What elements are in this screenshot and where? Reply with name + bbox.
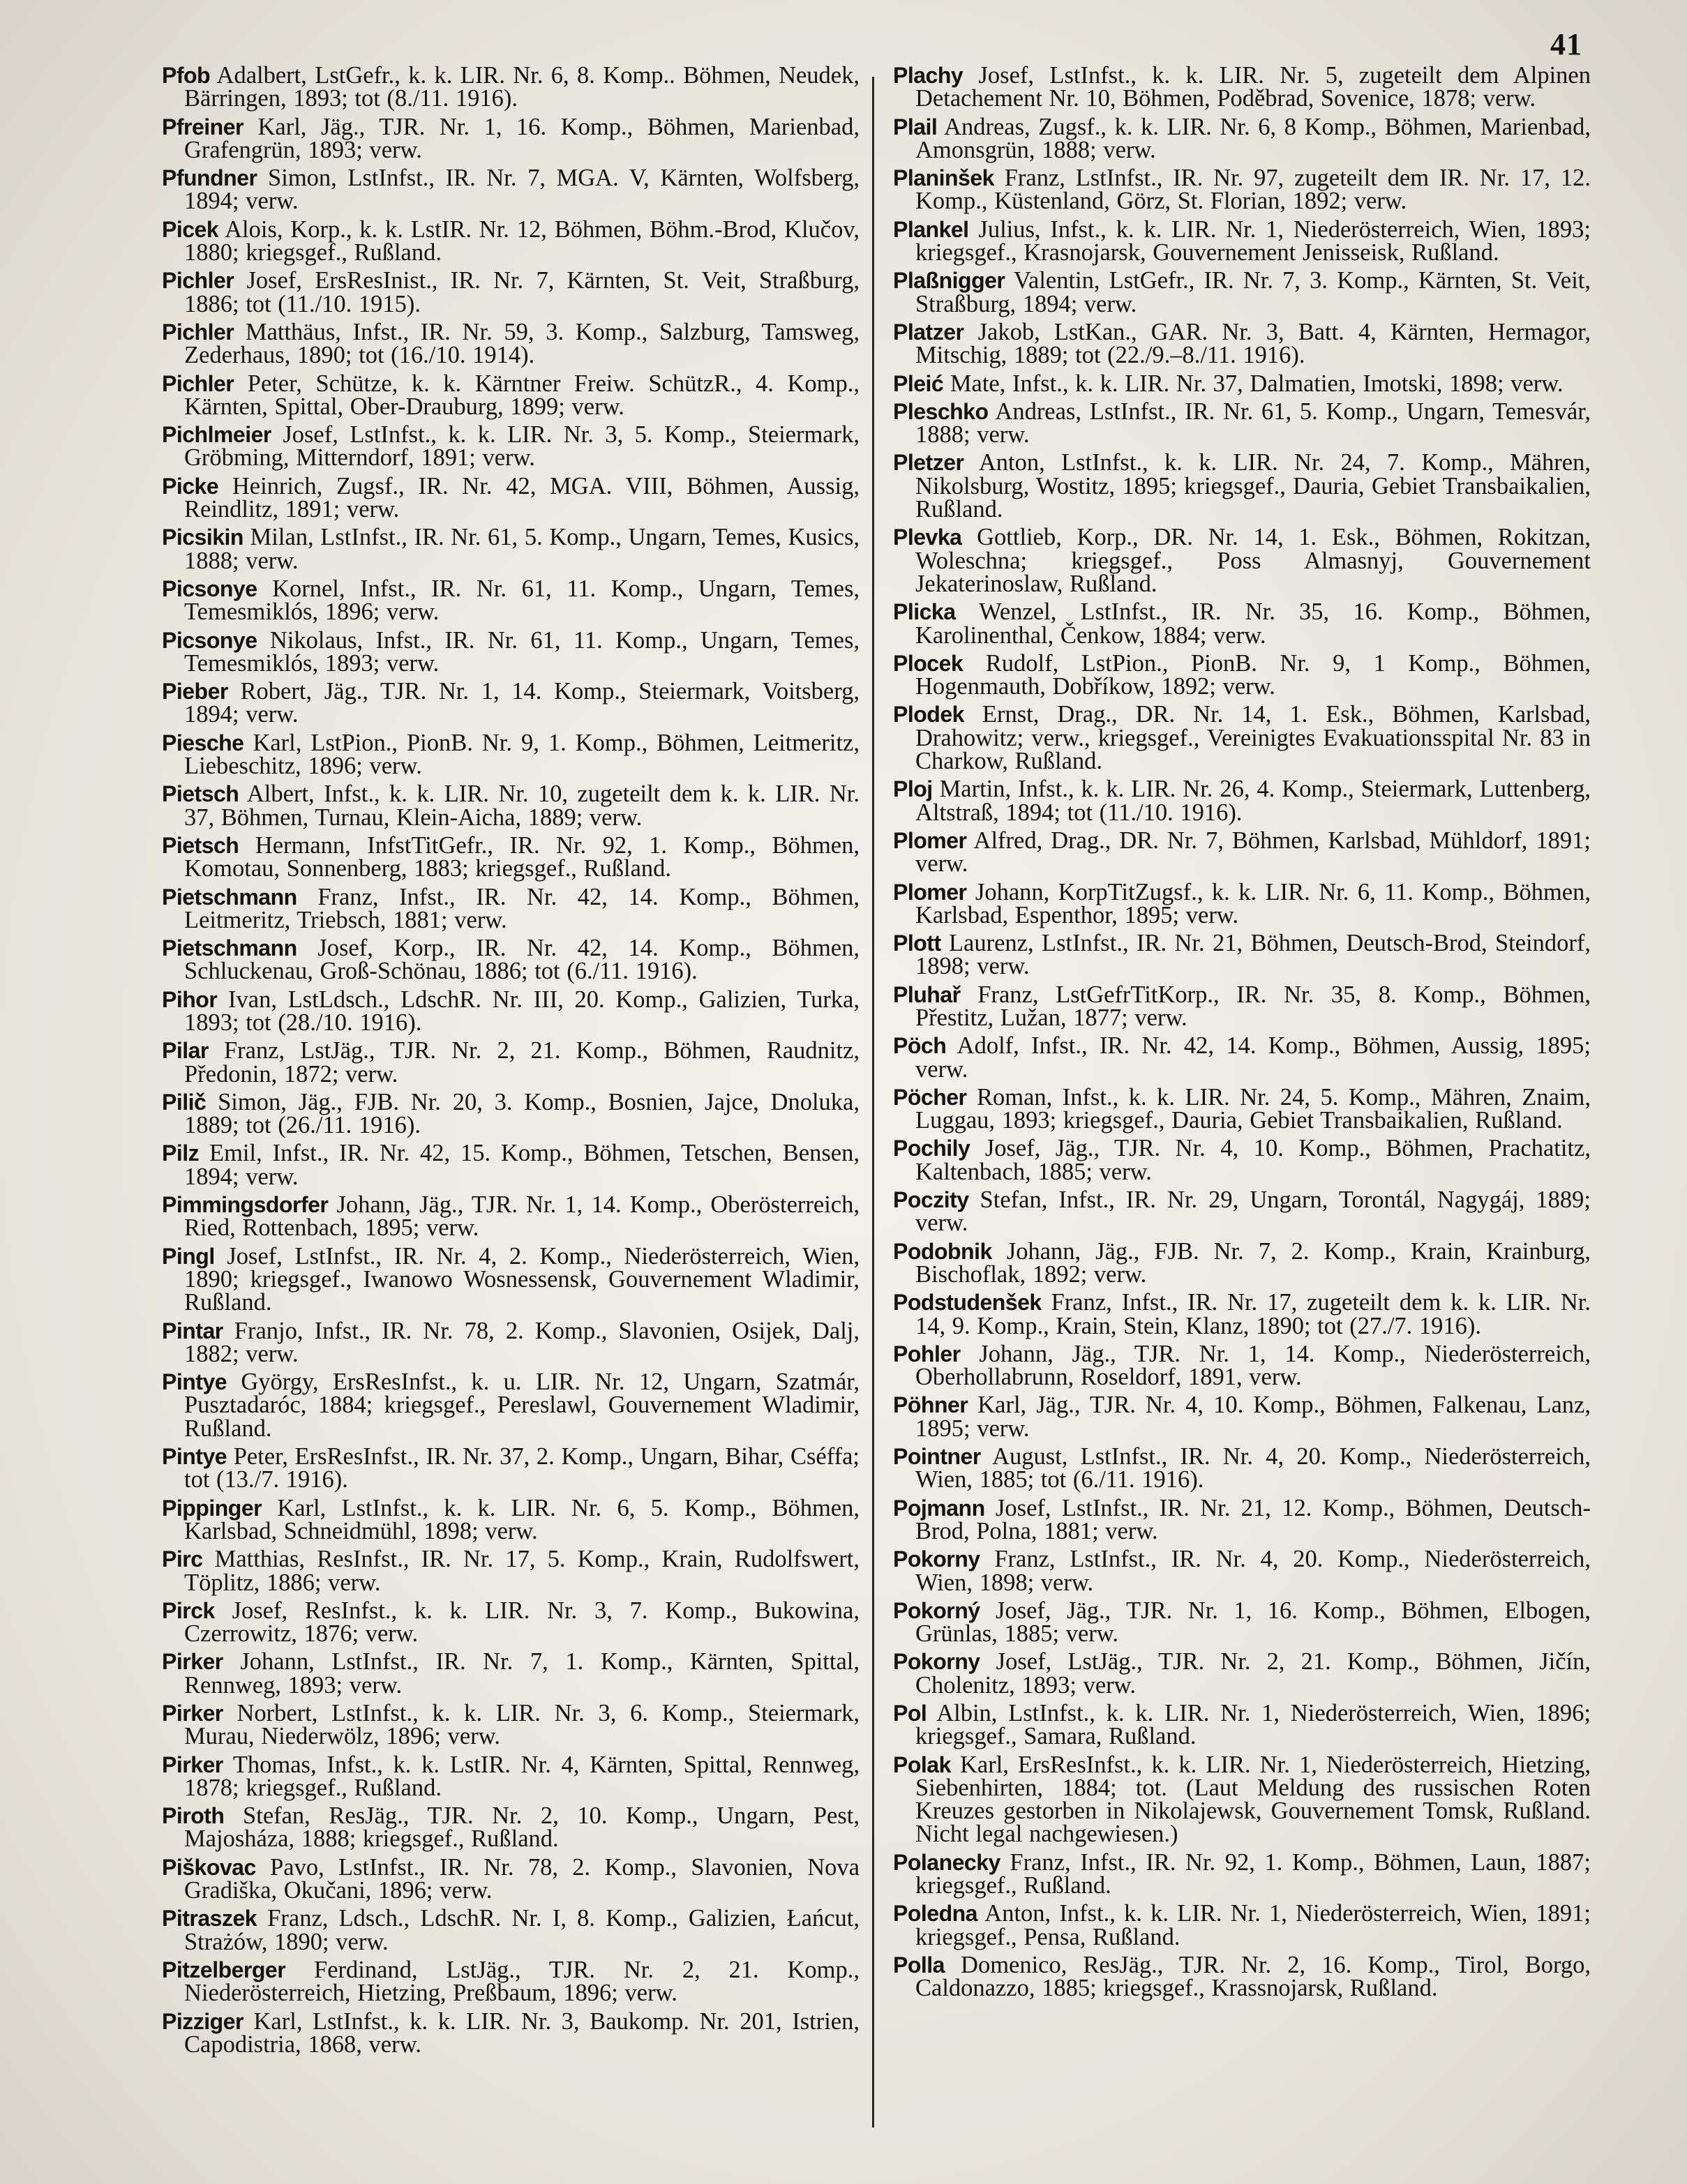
entry-surname: Pitraszek bbox=[162, 1906, 257, 1931]
entry-details: Ferdinand, LstJäg., TJR. Nr. 2, 21. Komp., Niederösterreich, Hietzing, Preßbaum, 1896; verw. bbox=[184, 1956, 860, 2007]
list-entry bbox=[893, 1394, 1591, 1440]
entry-details: Simon, LstInfst., IR. Nr. 7, MGA. V, Kärnten, Wolfsberg, 1894; verw. bbox=[184, 165, 860, 215]
entry-surname: Pfundner bbox=[162, 165, 257, 191]
entry-surname: Plocek bbox=[893, 650, 964, 676]
entry-surname: Plodek bbox=[893, 702, 964, 728]
entry-details: Ernst, Drag., DR. Nr. 14, 1. Esk., Böhmen, Karlsbad, Drahowitz; verw., kriegsgef., Vereinigtes Evakuationsspital Nr. 83 in Charkow, Rußland. bbox=[915, 701, 1591, 775]
entry-details: Karl, Jäg., TJR. Nr. 1, 16. Komp., Böhmen, Marienbad, Grafengrün, 1893; verw. bbox=[184, 113, 860, 163]
list-entry bbox=[893, 878, 1591, 928]
entry-details: Laurenz, LstInfst., IR. Nr. 21, Böhmen, Deutsch-Brod, Steindorf, 1898; verw. bbox=[915, 930, 1591, 980]
list-entry bbox=[162, 680, 860, 727]
entry-surname: Picsonye bbox=[162, 627, 257, 653]
list-entry bbox=[893, 1189, 1591, 1235]
entry-details: Rudolf, LstPion., PionB. Nr. 9, 1 Komp., Böhmen, Hogenmauth, Dobříkow, 1892; verw. bbox=[915, 649, 1591, 700]
entry-details: Karl, LstInfst., k. k. LIR. Nr. 6, 5. Komp., Böhmen, Karlsbad, Schneidmühl, 1898; verw. bbox=[184, 1494, 860, 1544]
list-entry bbox=[162, 1956, 860, 2007]
entry-details: Andreas, LstInfst., IR. Nr. 61, 5. Komp., Ungarn, Temesvár, 1888; verw. bbox=[915, 398, 1591, 449]
right-column bbox=[893, 64, 1591, 2005]
entry-surname: Pilič bbox=[162, 1089, 207, 1115]
list-entry bbox=[162, 1650, 860, 1697]
list-entry bbox=[162, 2010, 860, 2057]
entry-details: Johann, Jäg., FJB. Nr. 7, 2. Komp., Krain, Krainburg, Bischoflak, 1892; verw. bbox=[915, 1237, 1591, 1288]
entry-surname: Pintye bbox=[162, 1444, 227, 1470]
entry-details: Franz, LstJäg., TJR. Nr. 2, 21. Komp., Böhmen, Raudnitz, Předonin, 1872; verw. bbox=[184, 1037, 860, 1087]
list-entry bbox=[893, 1445, 1591, 1492]
entry-details: Albin, LstInfst., k. k. LIR. Nr. 1, Niederösterreich, Wien, 1896; kriegsgef., Samara, Rußland. bbox=[915, 1700, 1591, 1750]
entry-details: Karl, LstPion., PionB. Nr. 9, 1. Komp., Böhmen, Leitmeritz, Liebeschitz, 1896; verw. bbox=[184, 729, 860, 780]
list-entry bbox=[893, 372, 1591, 396]
list-entry bbox=[893, 778, 1591, 824]
page-number: 41 bbox=[1550, 27, 1582, 61]
entry-surname: Poczity bbox=[893, 1187, 969, 1213]
entry-details: Anton, LstInfst., k. k. LIR. Nr. 24, 7. Komp., Mähren, Nikolsburg, Wostitz, 1895; kriegsgef., Dauria, Gebiet Transbaikalien, Rußland. bbox=[915, 449, 1591, 523]
entry-details: Johann, Jäg., TJR. Nr. 1, 14. Komp., Oberösterreich, Ried, Rottenbach, 1895; verw. bbox=[184, 1191, 860, 1242]
list-entry bbox=[162, 218, 860, 265]
list-entry bbox=[162, 423, 860, 470]
entry-surname: Pfob bbox=[162, 63, 211, 88]
entry-details: Josef, Korp., IR. Nr. 42, 14. Komp., Böhmen, Schluckenau, Groß-Schönau, 1886; tot (6./11. 1916). bbox=[184, 935, 860, 985]
entry-surname: Pletzer bbox=[893, 450, 964, 476]
list-entry bbox=[893, 1599, 1591, 1646]
list-entry bbox=[162, 1039, 860, 1086]
entry-details: Nikolaus, Infst., IR. Nr. 61, 11. Komp., Ungarn, Temes, Temesmiklós, 1893; verw. bbox=[184, 626, 860, 677]
entry-surname: Pleschko bbox=[893, 398, 989, 424]
entry-surname: Pokorný bbox=[893, 1597, 980, 1623]
list-entry bbox=[162, 575, 860, 626]
list-entry bbox=[893, 1902, 1591, 1949]
entry-details: Martin, Infst., k. k. LIR. Nr. 26, 4. Komp., Steiermark, Luttenberg, Altstraß, 1894; tot (11./10. 1916). bbox=[915, 776, 1591, 826]
entry-surname: Pimmingsdorfer bbox=[162, 1192, 329, 1218]
entry-details: Matthäus, Infst., IR. Nr. 59, 3. Komp., Salzburg, Tamsweg, Zederhaus, 1890; tot (16./10. 1914). bbox=[184, 318, 860, 369]
entry-details: Josef, LstJäg., TJR. Nr. 2, 21. Komp., Böhmen, Jičín, Cholenitz, 1893; verw. bbox=[915, 1648, 1591, 1699]
entry-surname: Pippinger bbox=[162, 1495, 262, 1521]
list-entry bbox=[162, 1088, 860, 1139]
entry-details: Alfred, Drag., DR. Nr. 7, Böhmen, Karlsbad, Mühldorf, 1891; verw. bbox=[915, 827, 1591, 878]
list-entry bbox=[162, 1193, 860, 1240]
list-entry bbox=[893, 1951, 1591, 2002]
entry-details: Jakob, LstKan., GAR. Nr. 3, Batt. 4, Kärnten, Hermagor, Mitschig, 1889; tot (22./9.–8./11. 1916). bbox=[915, 318, 1591, 369]
entry-surname: Ploj bbox=[893, 776, 933, 802]
entry-surname: Plomer bbox=[893, 879, 967, 905]
entry-details: Emil, Infst., IR. Nr. 42, 15. Komp., Böhmen, Tetschen, Bensen, 1894; verw. bbox=[184, 1140, 860, 1190]
list-entry bbox=[162, 318, 860, 369]
list-entry bbox=[893, 703, 1591, 773]
entry-surname: Pichler bbox=[162, 370, 234, 396]
list-entry bbox=[162, 988, 860, 1035]
list-entry bbox=[893, 1494, 1591, 1544]
list-entry bbox=[162, 1802, 860, 1853]
entry-surname: Polak bbox=[893, 1752, 951, 1777]
list-entry bbox=[162, 1371, 860, 1440]
entry-details: Josef, LstInfst., k. k. LIR. Nr. 3, 5. Komp., Steiermark, Gröbming, Mitterndorf, 1891; verw. bbox=[184, 421, 860, 472]
entry-details: Josef, LstInfst., IR. Nr. 4, 2. Komp., Niederösterreich, Wien, 1890; kriegsgef., Iwanowo Wosnessensk, Gouvernement Wladimir, Rußland. bbox=[184, 1242, 860, 1316]
entry-surname: Podstudenšek bbox=[893, 1290, 1042, 1316]
list-entry bbox=[893, 1291, 1591, 1338]
list-entry bbox=[162, 1599, 860, 1646]
entry-details: Albert, Infst., k. k. LIR. Nr. 10, zugeteilt dem k. k. LIR. Nr. 37, Böhmen, Turnau, Klein-Aicha, 1889; verw. bbox=[184, 781, 860, 831]
column-divider bbox=[872, 77, 874, 2127]
entry-details: Julius, Infst., k. k. LIR. Nr. 1, Niederösterreich, Wien, 1893; kriegsgef., Krasnojarsk, Gouvernement Jenisseisk, Rußland. bbox=[915, 216, 1591, 266]
entry-details: Valentin, LstGefr., IR. Nr. 7, 3. Komp., Kärnten, St. Veit, Straßburg, 1894; verw. bbox=[915, 267, 1591, 317]
list-entry bbox=[162, 1317, 860, 1367]
entry-surname: Pohler bbox=[893, 1341, 961, 1366]
entry-surname: Pilar bbox=[162, 1038, 209, 1064]
entry-details: Robert, Jäg., TJR. Nr. 1, 14. Komp., Steiermark, Voitsberg, 1894; verw. bbox=[184, 678, 860, 728]
entry-surname: Pietsch bbox=[162, 781, 239, 807]
entry-details: Johann, LstInfst., IR. Nr. 7, 1. Komp., Kärnten, Spittal, Rennweg, 1893; verw. bbox=[184, 1648, 860, 1699]
list-entry bbox=[162, 113, 860, 163]
entry-details: Hermann, InfstTitGefr., IR. Nr. 92, 1. Komp., Böhmen, Komotau, Sonnenberg, 1883; kriegsgef., Rußland. bbox=[184, 831, 860, 882]
list-entry bbox=[162, 883, 860, 933]
list-entry bbox=[162, 1445, 860, 1492]
entry-details: Andreas, Zugsf., k. k. LIR. Nr. 6, 8 Komp., Böhmen, Marienbad, Amonsgrün, 1888; verw. bbox=[915, 113, 1591, 163]
list-entry bbox=[893, 981, 1591, 1031]
entry-details: Josef, LstInfst., IR. Nr. 21, 12. Komp., Böhmen, Deutsch-Brod, Polna, 1881; verw. bbox=[915, 1494, 1591, 1544]
list-entry bbox=[893, 1702, 1591, 1749]
entry-details: Milan, LstInfst., IR. Nr. 61, 5. Komp., Ungarn, Temes, Kusics, 1888; verw. bbox=[184, 524, 860, 574]
list-entry bbox=[162, 626, 860, 677]
list-entry bbox=[162, 729, 860, 780]
entry-surname: Plicka bbox=[893, 599, 956, 625]
entry-details: Franjo, Infst., IR. Nr. 78, 2. Komp., Slavonien, Osijek, Dalj, 1882; verw. bbox=[184, 1317, 860, 1367]
list-entry bbox=[162, 1751, 860, 1801]
entry-surname: Plaßnigger bbox=[893, 268, 1005, 294]
entry-surname: Pochily bbox=[893, 1136, 970, 1161]
entry-surname: Pol bbox=[893, 1701, 927, 1726]
entry-surname: Pokorny bbox=[893, 1649, 980, 1675]
entry-surname: Podobnik bbox=[893, 1238, 992, 1264]
list-entry bbox=[162, 1702, 860, 1749]
entry-details: Josef, LstInfst., k. k. LIR. Nr. 5, zugeteilt dem Alpinen Detachement Nr. 10, Böhmen, Poděbrad, Sovenice, 1878; verw. bbox=[915, 62, 1591, 112]
entry-surname: Pizziger bbox=[162, 2008, 243, 2034]
entry-surname: Pietschmann bbox=[162, 884, 297, 910]
entry-details: Heinrich, Zugsf., IR. Nr. 42, MGA. VIII, Böhmen, Aussig, Reindlitz, 1891; verw. bbox=[184, 472, 860, 523]
entry-details: Alois, Korp., k. k. LstIR. Nr. 12, Böhmen, Böhm.-Brod, Klučov, 1880; kriegsgef., Rußland. bbox=[184, 216, 860, 266]
list-entry bbox=[162, 372, 860, 419]
list-entry bbox=[162, 1548, 860, 1595]
entry-surname: Pintye bbox=[162, 1369, 227, 1395]
entry-details: Wenzel, LstInfst., IR. Nr. 35, 16. Komp., Böhmen, Karolinenthal, Čenkow, 1884; verw. bbox=[915, 598, 1591, 649]
entry-surname: Pirker bbox=[162, 1649, 223, 1675]
entry-surname: Pirker bbox=[162, 1752, 223, 1777]
list-entry bbox=[893, 269, 1591, 316]
list-entry bbox=[162, 1142, 860, 1189]
entry-surname: Picsikin bbox=[162, 525, 243, 550]
entry-surname: Picsonye bbox=[162, 575, 257, 601]
entry-surname: Pleić bbox=[893, 370, 944, 396]
entry-details: Franz, Infst., IR. Nr. 17, zugeteilt dem k. k. LIR. Nr. 14, 9. Komp., Krain, Stein, Klanz, 1890; tot (27./7. 1916). bbox=[915, 1289, 1591, 1339]
entry-surname: Pointner bbox=[893, 1444, 981, 1470]
entry-details: Josef, Jäg., TJR. Nr. 4, 10. Komp., Böhmen, Prachatitz, Kaltenbach, 1885; verw. bbox=[915, 1135, 1591, 1185]
entry-details: Stefan, Infst., IR. Nr. 29, Ungarn, Torontál, Nagygáj, 1889; verw. bbox=[915, 1187, 1591, 1237]
entry-surname: Pöhner bbox=[893, 1392, 968, 1418]
entry-details: Karl, ErsResInfst., k. k. LIR. Nr. 1, Niederösterreich, Hietzing, Siebenhirten, 1884; tot. (Laut Meldung des russischen Roten Kreuzes gestorben in Nikolajewsk, Gouvernement Tomsk, Rußland. Nicht legal nachgewiesen.) bbox=[915, 1751, 1591, 1848]
entry-details: Adalbert, LstGefr., k. k. LIR. Nr. 6, 8. Komp.. Böhmen, Neudek, Bärringen, 1893; tot (8./11. 1916). bbox=[184, 62, 860, 112]
entry-surname: Pirck bbox=[162, 1597, 215, 1623]
entry-details: Peter, ErsResInfst., IR. Nr. 37, 2. Komp., Ungarn, Bihar, Cséffa; tot (13./7. 1916). bbox=[184, 1443, 860, 1493]
list-entry bbox=[893, 1548, 1591, 1595]
entry-surname: Platzer bbox=[893, 319, 964, 345]
list-entry bbox=[893, 1083, 1591, 1134]
entry-details: Franz, LstInfst., IR. Nr. 4, 20. Komp., Niederösterreich, Wien, 1898; verw. bbox=[915, 1546, 1591, 1596]
entry-details: Mate, Infst., k. k. LIR. Nr. 37, Dalmatien, Imotski, 1898; verw. bbox=[943, 370, 1564, 397]
list-entry bbox=[893, 1340, 1591, 1391]
entry-details: Josef, ErsResInist., IR. Nr. 7, Kärnten, St. Veit, Straßburg, 1886; tot (11./10. 1915). bbox=[184, 267, 860, 317]
list-entry bbox=[893, 1751, 1591, 1848]
list-entry bbox=[162, 1494, 860, 1544]
list-entry bbox=[893, 400, 1591, 447]
list-entry bbox=[162, 64, 860, 111]
entry-surname: Pichler bbox=[162, 268, 234, 294]
entry-details: Norbert, LstInfst., k. k. LIR. Nr. 3, 6. Komp., Steiermark, Murau, Niederwölz, 1896; verw. bbox=[184, 1700, 860, 1750]
list-entry bbox=[893, 64, 1591, 111]
entry-details: Ivan, LstLdsch., LdschR. Nr. III, 20. Komp., Galizien, Turka, 1893; tot (28./10. 1916). bbox=[184, 986, 860, 1036]
entry-surname: Picek bbox=[162, 216, 219, 242]
list-entry bbox=[162, 526, 860, 573]
entry-details: August, LstInfst., IR. Nr. 4, 20. Komp., Niederösterreich, Wien, 1885; tot (6./11. 1916). bbox=[915, 1443, 1591, 1493]
entry-details: Thomas, Infst., k. k. LstIR. Nr. 4, Kärnten, Spittal, Rennweg, 1878; kriegsgef., Rußland. bbox=[184, 1751, 860, 1801]
entry-surname: Polanecky bbox=[893, 1849, 1000, 1875]
entry-details: Pavo, LstInfst., IR. Nr. 78, 2. Komp., Slavonien, Nova Gradiška, Okučani, 1896; verw. bbox=[184, 1853, 860, 1904]
entry-details: György, ErsResInfst., k. u. LIR. Nr. 12, Ungarn, Szatmár, Pusztadaróc, 1884; kriegsgef., Pereslawl, Gouvernement Wladimir, Rußland. bbox=[184, 1369, 860, 1442]
entry-surname: Poledna bbox=[893, 1901, 977, 1927]
entry-surname: Pilz bbox=[162, 1140, 200, 1166]
entry-details: Kornel, Infst., IR. Nr. 61, 11. Komp., Ungarn, Temes, Temesmiklós, 1896; verw. bbox=[184, 575, 860, 626]
entry-surname: Piškovac bbox=[162, 1854, 256, 1880]
list-entry bbox=[893, 167, 1591, 213]
entry-surname: Pingl bbox=[162, 1243, 215, 1269]
entry-surname: Pluhař bbox=[893, 981, 961, 1007]
list-entry bbox=[162, 1907, 860, 1954]
entry-surname: Pfreiner bbox=[162, 114, 243, 140]
entry-details: Domenico, ResJäg., TJR. Nr. 2, 16. Komp., Tirol, Borgo, Caldonazzo, 1885; kriegsgef., Krassnojarsk, Rußland. bbox=[915, 1951, 1591, 2002]
entry-details: Josef, Jäg., TJR. Nr. 1, 16. Komp., Böhmen, Elbogen, Grünlas, 1885; verw. bbox=[915, 1597, 1591, 1648]
list-entry bbox=[893, 1034, 1591, 1081]
entry-details: Peter, Schütze, k. k. Kärntner Freiw. SchützR., 4. Komp., Kärnten, Spittal, Ober-Drauburg, 1899; verw. bbox=[184, 370, 860, 420]
entry-details: Karl, LstInfst., k. k. LIR. Nr. 3, Baukomp. Nr. 201, Istrien, Capodistria, 1868, verw. bbox=[184, 2008, 860, 2058]
entry-surname: Pichlmeier bbox=[162, 422, 271, 448]
entry-surname: Plevka bbox=[893, 525, 962, 550]
list-entry bbox=[893, 1650, 1591, 1697]
entry-details: Adolf, Infst., IR. Nr. 42, 14. Komp., Böhmen, Aussig, 1895; verw. bbox=[915, 1032, 1591, 1083]
entry-details: Simon, Jäg., FJB. Nr. 20, 3. Komp., Bosnien, Jajce, Dnoluka, 1889; tot (26./11. 1916). bbox=[184, 1088, 860, 1139]
entry-surname: Plott bbox=[893, 931, 941, 956]
list-entry bbox=[893, 451, 1591, 521]
list-entry bbox=[893, 218, 1591, 265]
entry-details: Josef, ResInfst., k. k. LIR. Nr. 3, 7. Komp., Bukowina, Czerrowitz, 1876; verw. bbox=[184, 1597, 860, 1648]
list-entry bbox=[162, 783, 860, 829]
entry-surname: Pichler bbox=[162, 319, 234, 345]
list-entry bbox=[893, 598, 1591, 649]
entry-surname: Plail bbox=[893, 114, 938, 140]
entry-surname: Plachy bbox=[893, 63, 964, 88]
list-entry bbox=[162, 937, 860, 984]
entry-details: Franz, LstGefrTitKorp., IR. Nr. 35, 8. Komp., Böhmen, Přestitz, Lužan, 1877; verw. bbox=[915, 981, 1591, 1031]
list-entry bbox=[893, 932, 1591, 979]
list-entry bbox=[893, 1237, 1591, 1288]
list-entry bbox=[162, 1242, 860, 1316]
entry-surname: Pintar bbox=[162, 1318, 223, 1343]
entry-surname: Pieber bbox=[162, 679, 228, 705]
entry-surname: Pirker bbox=[162, 1701, 223, 1726]
entry-surname: Piroth bbox=[162, 1803, 225, 1829]
entry-details: Roman, Infst., k. k. LIR. Nr. 24, 5. Komp., Mähren, Znaim, Luggau, 1893; kriegsgef., Dauria, Gebiet Transbaikalien, Rußland. bbox=[915, 1083, 1591, 1134]
entry-details: Franz, LstInfst., IR. Nr. 97, zugeteilt dem IR. Nr. 17, 12. Komp., Küstenland, Görz, St. Florian, 1892; verw. bbox=[915, 165, 1591, 215]
entry-surname: Pihor bbox=[162, 986, 218, 1012]
entry-details: Franz, Ldsch., LdschR. Nr. I, 8. Komp., Galizien, Łańcut, Strażów, 1890; verw. bbox=[184, 1905, 860, 1955]
entry-details: Johann, KorpTitZugsf., k. k. LIR. Nr. 6, 11. Komp., Böhmen, Karlsbad, Espenthor, 1895; verw. bbox=[915, 878, 1591, 928]
entry-details: Gottlieb, Korp., DR. Nr. 14, 1. Esk., Böhmen, Rokitzan, Woleschna; kriegsgef., Poss Almasnyj, Gouvernement Jekaterinoslaw, Rußland. bbox=[915, 524, 1591, 597]
entry-surname: Polla bbox=[893, 1952, 945, 1978]
entry-surname: Pöcher bbox=[893, 1084, 967, 1110]
list-entry bbox=[162, 269, 860, 316]
entry-details: Franz, Infst., IR. Nr. 42, 14. Komp., Böhmen, Leitmeritz, Triebsch, 1881; verw. bbox=[184, 883, 860, 933]
list-entry bbox=[893, 318, 1591, 369]
entry-surname: Pojmann bbox=[893, 1495, 985, 1521]
list-entry bbox=[893, 1137, 1591, 1184]
list-entry bbox=[162, 1853, 860, 1904]
entry-surname: Picke bbox=[162, 473, 219, 499]
list-entry bbox=[162, 472, 860, 523]
entry-surname: Pietsch bbox=[162, 832, 239, 858]
entry-surname: Plomer bbox=[893, 827, 967, 853]
list-entry bbox=[893, 526, 1591, 596]
entry-details: Karl, Jäg., TJR. Nr. 4, 10. Komp., Böhmen, Falkenau, Lanz, 1895; verw. bbox=[915, 1392, 1591, 1442]
entry-details: Stefan, ResJäg., TJR. Nr. 2, 10. Komp., Ungarn, Pest, Majosháza, 1888; kriegsgef., Rußland. bbox=[184, 1802, 860, 1853]
list-entry bbox=[162, 167, 860, 213]
entry-details: Matthias, ResInfst., IR. Nr. 17, 5. Komp., Krain, Rudolfswert, Töplitz, 1886; verw. bbox=[184, 1546, 860, 1596]
entry-details: Johann, Jäg., TJR. Nr. 1, 14. Komp., Niederösterreich, Oberhollabrunn, Roseldorf, 1891, verw. bbox=[915, 1340, 1591, 1391]
entry-surname: Plankel bbox=[893, 216, 969, 242]
list-entry bbox=[893, 113, 1591, 163]
list-entry bbox=[893, 649, 1591, 700]
entry-details: Franz, Infst., IR. Nr. 92, 1. Komp., Böhmen, Laun, 1887; kriegsgef., Rußland. bbox=[915, 1848, 1591, 1899]
entry-surname: Pöch bbox=[893, 1033, 947, 1059]
entry-details: Anton, Infst., k. k. LIR. Nr. 1, Niederösterreich, Wien, 1891; kriegsgef., Pensa, Rußland. bbox=[915, 1900, 1591, 1950]
entry-surname: Pirc bbox=[162, 1546, 203, 1572]
entry-surname: Pietschmann bbox=[162, 935, 297, 961]
list-entry bbox=[162, 831, 860, 882]
left-column bbox=[162, 64, 860, 2061]
entry-surname: Piesche bbox=[162, 730, 244, 755]
entry-surname: Pokorny bbox=[893, 1546, 980, 1572]
entry-surname: Planinšek bbox=[893, 165, 994, 191]
entry-surname: Pitzelberger bbox=[162, 1957, 286, 1982]
list-entry bbox=[893, 1848, 1591, 1899]
list-entry bbox=[893, 829, 1591, 876]
